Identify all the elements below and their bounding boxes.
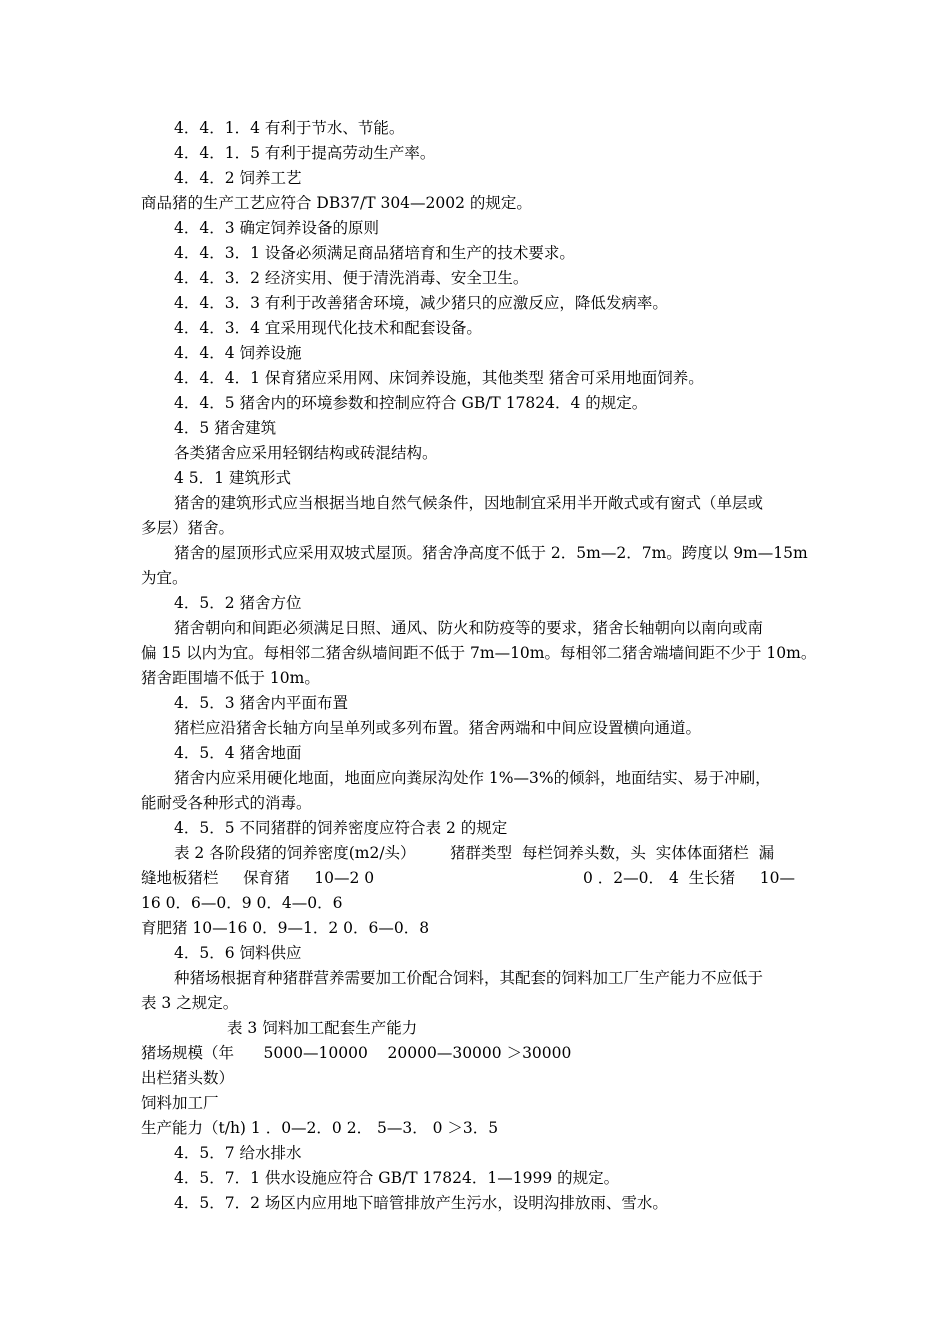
text-line: 猪栏应沿猪舍长轴方向呈单列或多列布置。猪舍两端和中间应设置横向通道。 [174,719,702,737]
table-row: 16 0．6—0．9 0．4—0．6 [141,894,343,912]
text-line: 4．4．3．2 经济实用、便于清洗消毒、安全卫生。 [174,269,529,287]
text-line: 多层）猪舍。 [141,519,235,537]
text-line: 4．4．3．3 有利于改善猪舍环境，减少猪只的应激反应，降低发病率。 [174,294,668,312]
table-row: 出栏猪头数） [141,1069,235,1087]
text-line: 猪舍内应采用硬化地面，地面应向粪尿沟处作 1%—3%的倾斜，地面结实、易于冲刷， [174,769,771,787]
text-line: 表 3 之规定。 [141,994,239,1012]
section-heading: 4．5 猪舍建筑 [174,419,277,437]
table-caption: 表 3 饲料加工配套生产能力 [227,1019,418,1037]
table-row: 缝地板猪栏 保育猪 10—2 0 [141,869,375,887]
table-caption: 表 2 各阶段猪的饲养密度(m2/头） 猪群类型 每栏饲养头数，头 实体体面猪栏 漏 [174,844,775,862]
section-heading: 4．4．2 饲养工艺 [174,169,302,187]
text-line: 猪舍距围墙不低于 10m。 [141,669,320,687]
text-line: 猪舍的屋顶形式应采用双坡式屋顶。猪舍净高度不低于 2．5m—2．7m。跨度以 9m—15m [174,544,808,562]
text-line: 猪舍的建筑形式应当根据当地自然气候条件，因地制宜采用半开敞式或有窗式（单层或 [174,494,764,512]
text-line: 4．5．7．2 场区内应用地下暗管排放产生污水，设明沟排放雨、雪水。 [174,1194,668,1212]
section-heading: 4．5．4 猪舍地面 [174,744,302,762]
section-heading: 4．5．7 给水排水 [174,1144,302,1162]
section-heading: 4．4．3 确定饲养设备的原则 [174,219,380,237]
text-line: 种猪场根据育种猪群营养需要加工价配合饲料，其配套的饲料加工厂生产能力不应低于 [174,969,764,987]
text-line: 各类猪舍应采用轻钢结构或砖混结构。 [174,444,438,462]
section-heading: 4．5．6 饲料供应 [174,944,302,962]
text-line: 商品猪的生产工艺应符合 DB37/T 304—2002 的规定。 [141,194,532,212]
text-line: 4．4．1．5 有利于提高劳动生产率。 [174,144,436,162]
text-line: 偏 15 以内为宜。每相邻二猪舍纵墙间距不低于 7m—10m。每相邻二猪舍端墙间距不少于 10m。 [141,644,817,662]
text-line: 4．4．5 猪舍内的环境参数和控制应符合 GB/T 17824．4 的规定。 [174,394,648,412]
text-line: 猪舍朝向和间距必须满足日照、通风、防火和防疫等的要求，猪舍长轴朝向以南向或南 [174,619,764,637]
text-line: 4．4．3．1 设备必须满足商品猪培育和生产的技术要求。 [174,244,575,262]
table-row: 0 ．2—0． 4 生长猪 10— [583,869,796,887]
text-line: 为宜。 [141,569,188,587]
section-heading: 4．5．5 不同猪群的饲养密度应符合表 2 的规定 [174,819,508,837]
section-heading: 4．5．3 猪舍内平面布置 [174,694,349,712]
section-heading: 4．5．2 猪舍方位 [174,594,302,612]
text-line: 4．4．1．4 有利于节水、节能。 [174,119,405,137]
section-heading: 4 5．1 建筑形式 [174,469,291,487]
text-line: 4．5．7．1 供水设施应符合 GB/T 17824．1—1999 的规定。 [174,1169,620,1187]
text-line: 4．4．3．4 宜采用现代化技术和配套设备。 [174,319,482,337]
table-row: 饲料加工厂 [141,1094,219,1112]
text-line: 能耐受各种形式的消毒。 [141,794,312,812]
table-row: 生产能力（t/h) 1 ．0—2．0 2． 5—3． 0 ＞3．5 [141,1119,499,1137]
table-row: 猪场规模（年 5000—10000 20000—30000 ＞30000 [141,1044,572,1062]
section-heading: 4．4．4 饲养设施 [174,344,302,362]
table-row: 育肥猪 10—16 0．9—1．2 0．6—0．8 [141,919,430,937]
text-line: 4．4．4．1 保育猪应采用网、床饲养设施，其他类型 猪舍可采用地面饲养。 [174,369,704,387]
